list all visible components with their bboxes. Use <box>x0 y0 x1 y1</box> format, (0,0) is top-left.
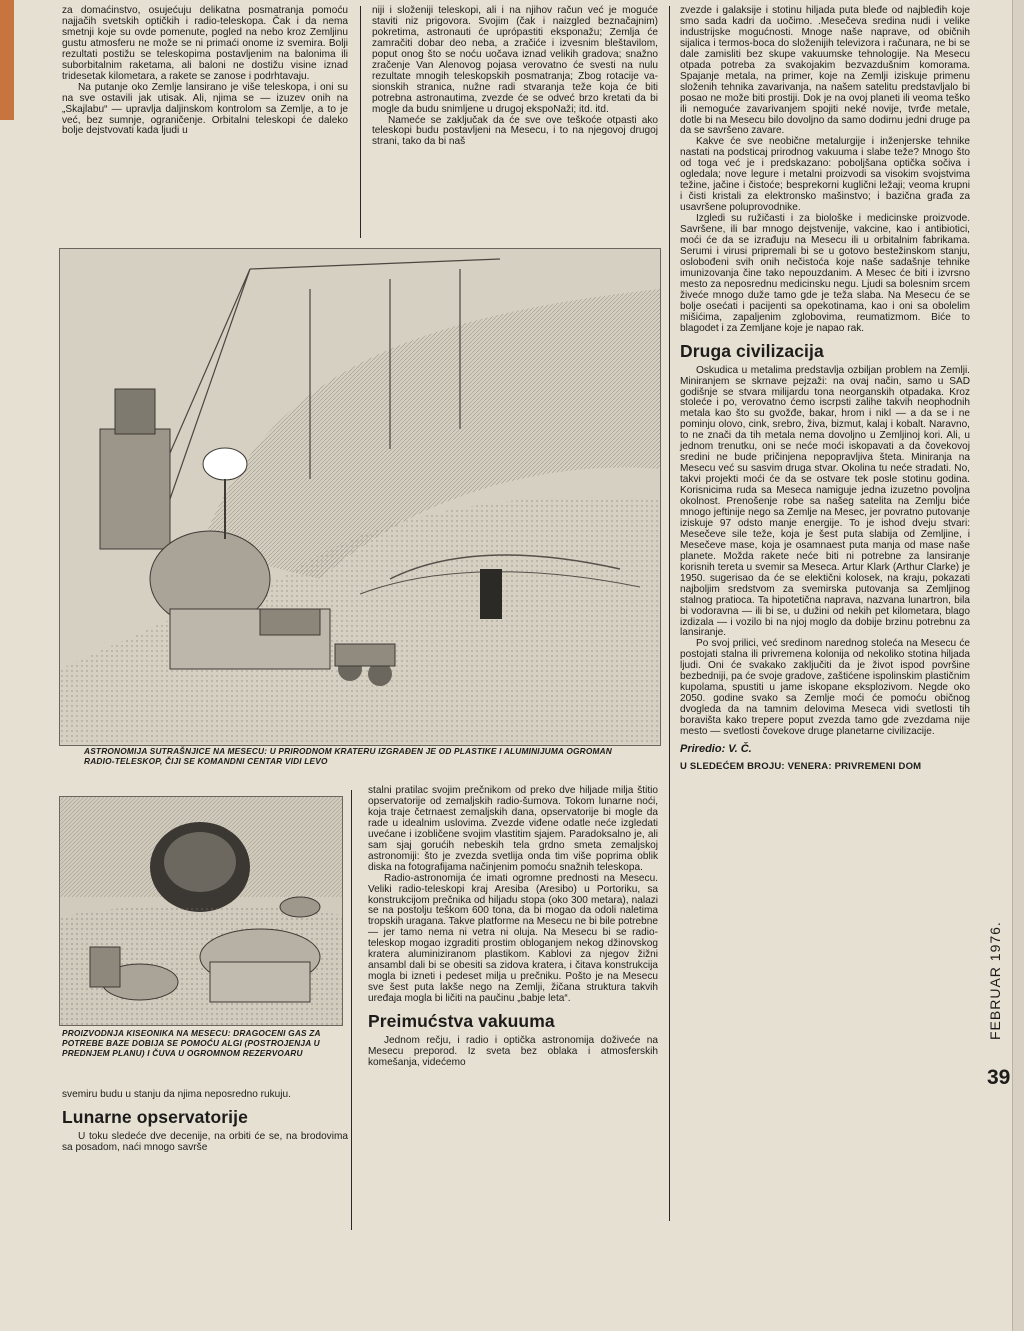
page-number: 39 <box>987 1066 1011 1089</box>
column-1-bottom <box>62 1090 348 1154</box>
paragraph: stalni pratilac svojim prečnikom od preko dve hiljade milja štitio opservatorije od zemaljskih radio-šumova. Tokom lunarne noći, koja traje četrnaest zemaljskih dana, opservatorije bi mogle da rade u idealnim uslovima. Zvezde viđene odatle neće izgledati uvećane i izobličene svojim vlastitim sjajem. Paradoksalno je, ali sam sjaj gorućih nebeskih tela grdno smeta zemaljskoj astronomiji: što je zvezda svetlija onda tim više poprima oblik diska na fotografijama načinjenim pomoću snažnih teleskopa. <box>368 785 658 873</box>
paragraph: Radio-astronomija će imati ogromne prednosti na Mesecu. Veliki radio-teleskopi kraj Aresiba (Aresibo) u Portoriku, sa konstrukcijom prečnika od hiljadu stopa (oko 300 metara), nalazi se na postolju teškom 600 tona, da bi mogao da odoli naletima tropskih uragana. Takve platforme na Mesecu ne bi bile potrebne — jer tamo nema ni vetra ni oluja. Na Mesecu bi se radio-teleskop mogao izgraditi prostim obloganjem nekog džinovskog kratera aluminiziranom plastikom. Kablovi za njegov žižni ansambl dali bi se obesiti sa zidova kratera, i čitava konstrukcija mogla bi izneti i pedeset milja u prečniku. Pošto je na Mesecu sve šest puta lakše nego na Zemlji, žičana struktura takvih uređaja mogla bi ličiti na paučinu „babje leta“. <box>368 872 658 1005</box>
paragraph: niji i složeniji teleskopi, ali i na njihov račun već je moguće staviti niz prigovora. Svojim (čak i naizgled beznačajnim) pokretima, astronauti će uprópastiti eksponažu; Zemlja će zamračiti dobar deo neba, a zračiće i izvesnim bleštavilom, poput onog što se noću uočava iznad velikih gradova; snažno zračenje Van Alenovog pojasa verovatno će svesti na nulu rezultate mnogih teleskopskih posmatranja; Zbog rotacije vasionskih stranica, nužne radi stvaranja teže koja će biti potrebna astronautima, zvezde će se odveć brzo kretati da bi mogle da budu snimljene u drugoj ekspoNaži; itd. itd. <box>372 5 658 115</box>
paragraph: U toku sledeće dve decenije, na orbiti će se, na brodovima sa posadom, naći mnogo savrše <box>62 1130 348 1153</box>
paragraph: za domaćinstvo, osujećuju delikatna posmatranja pomoću najjačih svetskih optičkih i radio-teleskopa. Čak i da nema smetnji koje su ovde pomenute, pogled na nebo kroz Zemljinu gustu atmosferu ne može se ni primaći onome iz svemira. Bolji rezultati postižu se teleskopima postavljenim na balonima ili suborbitalnim raketama, ali baloni ne dostižu visine iznad tridesetak kilometara, a rakete se zanose i podrhtavaju. <box>62 5 348 82</box>
section-heading: Druga civilizacija <box>680 340 824 361</box>
section-heading: Preimućstva vakuuma <box>368 1011 555 1032</box>
lunar-radio-telescope-illustration <box>59 248 661 746</box>
paragraph: Jednom rečju, i radio i optička astronomija doživeće na Mesecu preporod. Iz sveta bez oblaka i atmosferskih komešanja, videćemo <box>368 1035 658 1068</box>
column-2-top <box>372 6 658 148</box>
column-1-top <box>62 6 348 137</box>
paragraph: svemiru budu u stanju da njima neposredno rukuju. <box>62 1089 291 1100</box>
main-illustration-caption: ASTRONOMIJA SUTRAŠNJICE NA MESECU: U PRIRODNOM KRATERU IZGRAĐEN JE OD PLASTIKE I ALUMINIJUMA OGROMAN RADIO-TELESKOP, ČIJI SE KOMANDNI CENTAR VIDI LEVO <box>84 746 612 766</box>
column-rule <box>351 790 352 1230</box>
paragraph: Oskudica u metalima predstavlja ozbiljan problem na Zemlji. Miniranjem se skrnave pejzaži: na ovaj način, samo u SAD godišnje se stvara milijardu tona neorganskih otpadaka. Kroz stoleće i po, verovatno ćemo iscrpsti zalihe takvih neophodnih metala kao što su gvožđe, bakar, hrom i nikl — a da se i ne pominju olovo, cink, srebro, živa, bizmut, kalaj i kobalt. Naravno, to ne znači da tih metala nema dovoljno u Zemljinoj kori. Ali, u jednom trenutku, oni se neće moći iskopavati a da čovekovoj sredini ne bude pričinjena nepopravljiva šteta. Miniranja na Mesecu već su sasvim druga stvar. Okolina tu neće stradati. No, takvi projekti moći će da se ostvare tek posle stotinu godina. Korisnicima ruda sa Meseca namiguje jedna izuzetno povoljna okolnost. Prenošenje robe sa našeg satelita na Zemlju biće mnogo jeftinije nego sa Zemlje na Mesec, jer povratno putovanje iziskuje 97 odsto manje energije. To je ishod dveju stvari: Mesečeve sile teže, koja je šest puta slabija od Zemljine, i Mesečeve mase, koja je osamnaest puta manja od mase naše planete. Možda rakete neće biti ni potrebne za lansiranje korisnih tereta u svemir sa Meseca. Artur Klark (Arthur Clarke) je 1950. sugerisao da će se elektični kolosek, na kraju, pokazati najboljim sredstvom za svemirska putovanja sa Zemljinog stalnog pratioca. Ta hipotetična naprava, nazvana lunartron, bila bi vodoravna — ili bi se, u dužini od nekih pet kilometara, blago izdizala — i vozilo bi na njoj moglo da dobije brzinu potrebnu za lansiranje. <box>680 364 970 639</box>
column-rule <box>669 6 670 1221</box>
page-right-margin <box>1012 0 1024 1331</box>
next-issue-teaser: U SLEDEĆEM BROJU: VENERA: PRIVREMENI DOM <box>680 760 922 772</box>
article-credit: Priredio: V. Č. <box>680 743 752 755</box>
paragraph: Izgledi su ružičasti i za biološke i medicinske proizvode. Savršene, ili bar mnogo dejstvenije, vakcine, kao i antibiotici, moći će da se izrađuju na Mesecu ili u orbitalnim fabrikama. Serumi i virusi pripremali bi se u gotovo bestežinskom stanju, oslobođeni svih onih nečistoća koje naše sadašnje tehnike imunizovanja čine tako nepouzdanim. A Mesec će biti i izvrsno mesto za neposrednu medicinsku negu. Ljudi sa bolesnim srcem živeće mnogo duže tamo gde je teža slaba. Na Mesecu će se bolje osećati i pacijenti sa opekotinama, kao i oni sa obolelim mišićima, zapaljenim zglobovima, reumatizmom. Biće to blagodet i za Zemljane koje je napao rak. <box>680 213 970 334</box>
paragraph: zvezde i galaksije i stotinu hiljada puta bleđe od najbleđih koje smo sada kadri da uočimo. .Mesečeva sredina nudi i velike industrijske mogućnosti. Mnoge naše naprave, od običnih sijalica i termos-boca do složenijih televizora i računara, ne bi se dale zamisliti bez skupe vakuumske tehnologije. Na Mesecu otpada potreba za svakojakim bezvazdušnim komorama. Spajanje metala, na primer, koje na Zemlji iziskuje primenu složenih tehnika zavarivanja, na našem satelitu predstavljalo bi posao ne može biti prostiji. Dok je na ovoj planeti ili veoma teško ili nemoguće zavarivanjem spojiti neké novije, tvrđe metale, dotle bi na Mesecu bilo dovoljno da samo dodirnu jedni druge pa da se savršeno zavare. <box>680 5 970 137</box>
paragraph: Kakve će sve neobične metalurgije i inženjerske tehnike nastati na podsticaj prirodnog vakuuma i slabe teže? Mnogo što od toga već je i predskazano: poboljšana optička sočiva i ogledala; nove legure i metalni proizvodi sa visokim svojstvima težine, jačine i čistoće; besprekorni kuglični ležaji; veoma krupni i čisti kristali za elektronsko mašinstvo; i bazična građa za usavršene poluprovodnike. <box>680 136 970 214</box>
page-edge-strip <box>0 0 14 120</box>
paragraph: Po svoj prilici, već sredinom narednog stoleća na Mesecu će postojati stalna ili privremena kolonija od nekoliko stotina hiljada ljudi. Oni će svakako zaključiti da je život ispod površine bezbedniji, pa će svoje gradove, zaštićene ispolinskim plastičnim kupolama, spustiti u jame iskopane eksplozivom. Negde oko 2050. godine svako sa Zemlje moći će pomoću običnog dvogleda da na tamnim delovima Meseca vidi svetlosti tih boravišta kako trepere poput zvezda tamo gde zvezdama nije mesto — svetlosti čovekove druge planetarne civilizacije. <box>680 638 970 738</box>
column-2-middle <box>368 786 658 1069</box>
paragraph: Na putanje oko Zemlje lansirano je više teleskopa, i oni su na sve ostavili jak utisak. Ali, njima se — izuzev onih na „Skajlabu“ — upravlja daljinskom kontrolom sa Zemlje, a to je već, bez sumnje, ograničenje. Orbitalni teleskopi će daleko bolje dejstvovati kada ljudi u <box>62 81 348 137</box>
section-heading: Lunarne opservatorije <box>62 1106 248 1127</box>
paragraph: Nameće se zaključak da će sve ove teškoće otpasti ako teleskopi budu postavljeni na Mesecu, i to na njegovoj drugoj strani, tako da bi naš <box>372 114 658 148</box>
column-rule <box>360 6 361 238</box>
issue-date-text: FEBRUAR 1976. <box>987 921 1003 1040</box>
small-illustration-drawing <box>60 797 342 1025</box>
lunar-oxygen-plant-illustration <box>59 796 343 1026</box>
small-illustration-caption: PROIZVODNJA KISEONIKA NA MESECU: DRAGOCENI GAS ZA POTREBE BAZE DOBIJA SE POMOĆU ALGI (POSTROJENJA U PREDNJEM PLANU) I ČUVA U OGROMNOM REZERVOARU <box>62 1028 321 1058</box>
column-3 <box>680 6 970 772</box>
illustration-drawing <box>60 249 660 745</box>
